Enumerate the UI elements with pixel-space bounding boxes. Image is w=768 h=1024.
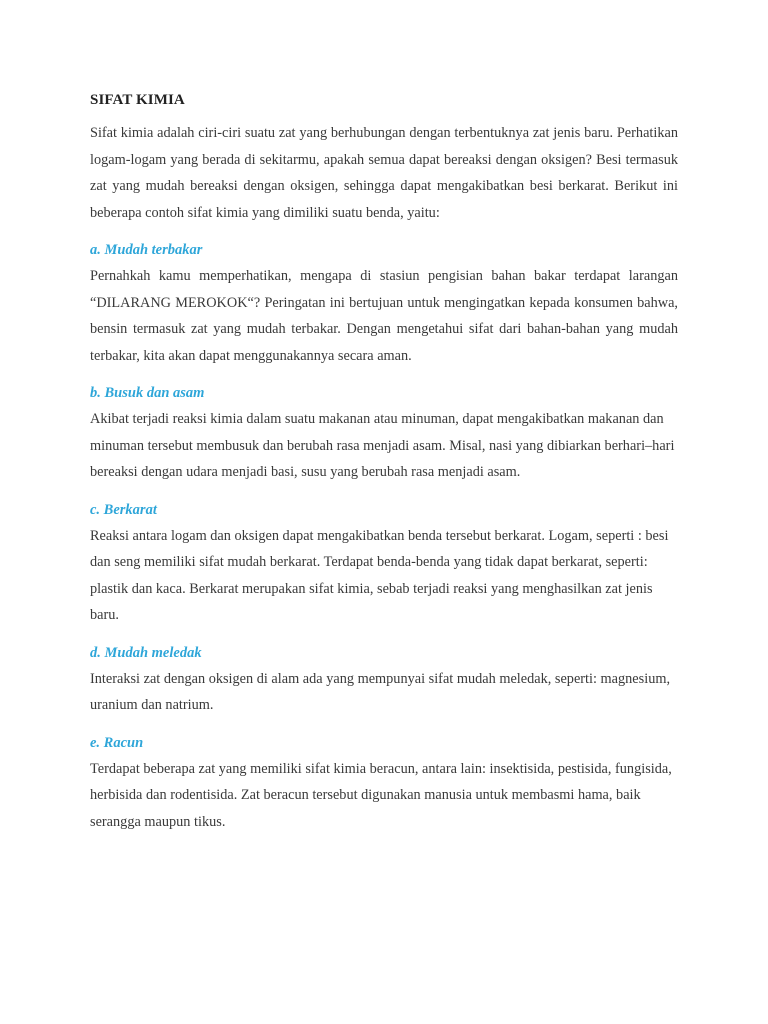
section-body-racun: Terdapat beberapa zat yang memiliki sifat kimia beracun, antara lain: insektisida, pestisida, fungisida, herbisida dan rodentisida. Zat beracun tersebut digunakan manusia untuk membasmi hama, baik serangga maupun tikus. xyxy=(90,760,672,830)
section-heading-berkarat: c. Berkarat xyxy=(90,501,157,518)
intro-paragraph: Sifat kimia adalah ciri-ciri suatu zat yang berhubungan dengan terbentuknya zat jenis baru. Perhatikan logam-logam yang berada di sekitarmu, apakah semua dapat bereaksi dengan oksigen? Besi termasuk zat yang mudah bereaksi dengan oksigen, sehingga dapat mengakibatkan besi berkarat. Berikut ini beberapa contoh sifat kimia yang dimiliki suatu benda, yaitu: xyxy=(90,125,678,221)
section-heading-racun: e. Racun xyxy=(90,734,144,751)
page-title: SIFAT KIMIA xyxy=(90,92,185,108)
section-heading-busuk-dan-asam: b. Busuk dan asam xyxy=(90,385,205,401)
section-mudah-terbakar xyxy=(90,239,678,369)
section-heading-mudah-meledak: d. Mudah meledak xyxy=(90,644,202,661)
section-heading-mudah-terbakar: a. Mudah terbakar xyxy=(90,242,203,258)
section-berkarat xyxy=(90,499,678,629)
section-body-busuk-dan-asam: Akibat terjadi reaksi kimia dalam suatu makanan atau minuman, dapat mengakibatkan makanan dan minuman tersebut membusuk dan berubah rasa menjadi asam. Misal, nasi yang dibiarkan berhari–hari bereaksi dengan udara menjadi basi, susu yang berubah rasa menjadi asam. xyxy=(90,411,675,480)
document-page xyxy=(90,92,678,835)
section-busuk-dan-asam xyxy=(90,382,678,486)
section-body-berkarat: Reaksi antara logam dan oksigen dapat mengakibatkan benda tersebut berkarat. Logam, seperti : besi dan seng memiliki sifat mudah berkarat. Terdapat benda-benda yang tidak dapat berkarat, seperti: plastik dan kaca. Berkarat merupakan sifat kimia, sebab terjadi reaksi yang menghasilkan zat jenis baru. xyxy=(90,527,669,623)
section-mudah-meledak xyxy=(90,642,678,719)
section-body-mudah-meledak: Interaksi zat dengan oksigen di alam ada yang mempunyai sifat mudah meledak, seperti: magnesium, uranium dan natrium. xyxy=(90,670,671,713)
section-racun xyxy=(90,732,678,836)
section-body-mudah-terbakar: Pernahkah kamu memperhatikan, mengapa di stasiun pengisian bahan bakar terdapat larangan “DILARANG MEROKOK“? Peringatan ini bertujuan untuk mengingatkan kepada konsumen bahwa, bensin termasuk zat yang mudah terbakar. Dengan mengetahui sifat dari bahan-bahan yang mudah terbakar, kita akan dapat menggunakannya secara aman. xyxy=(90,268,678,364)
